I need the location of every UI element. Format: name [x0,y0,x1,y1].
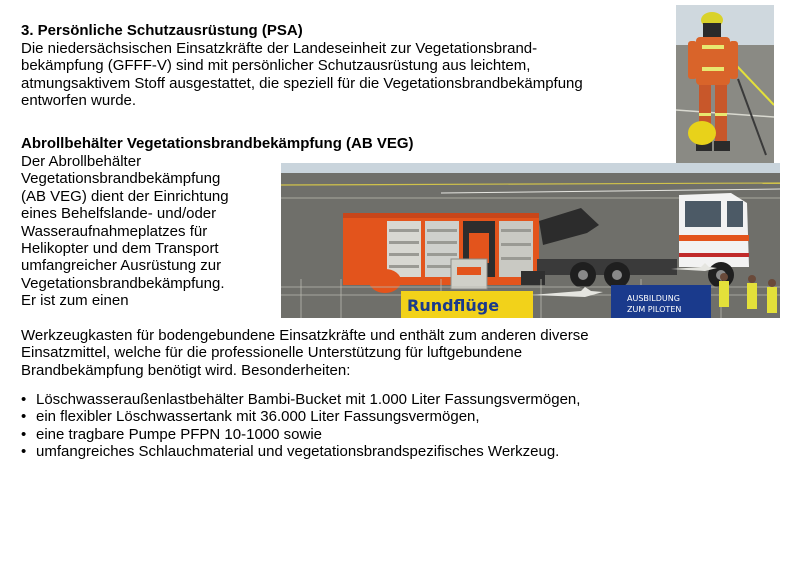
special-features-list [21,391,580,461]
abveg-narrow-line-7: umfangreicher Ausrüstung zur [21,257,222,275]
list-item: • Löschwasseraußenlastbehälter Bambi-Bucket mit 1.000 Liter Fassungsvermögen, [21,391,580,408]
abveg-narrow-line-4: eines Behelfslande- und/oder [21,205,217,223]
banner-rundfluege: Rundflüge [407,296,500,315]
abveg-wide-line-3: Brandbekämpfung benötigt wird. Besonderheiten: [21,361,351,379]
paragraph-ab-veg-wide [21,327,589,379]
list-item: • ein flexibler Löschwassertank mit 36.000 Liter Fassungsvermögen, [21,408,580,425]
abveg-narrow-line-2: Vegetationsbrandbekämpfung [21,170,221,188]
sign-ausbildung: AUSBILDUNG [627,294,680,303]
abveg-narrow-line-9: Er ist zum einen [21,292,129,310]
abveg-narrow-line-6: Helikopter und dem Transport [21,240,219,258]
psa-line-1: Die niedersächsischen Einsatzkräfte der Landeseinheit zur Vegetationsbrand- [21,40,538,57]
firefighter-ppe-photo [676,5,774,163]
psa-line-2: bekämpfung (GFFF-V) sind mit persönlicher Schutzausrüstung aus leichtem, [21,57,531,75]
abveg-narrow-line-5: Wasseraufnahmeplatzes für [21,222,208,240]
sign-zum-piloten: ZUM PILOTEN [627,305,682,314]
heading-ab-veg: Abrollbehälter Vegetationsbrandbekämpfung (AB VEG) [21,135,414,152]
abveg-narrow-line-3: (AB VEG) dient der Einrichtung [21,187,229,205]
paragraph-ab-veg-narrow [21,153,229,310]
abveg-wide-line-1: Werkzeugkasten für bodengebundene Einsatzkräfte und enthält zum anderen diverse [21,327,589,344]
abveg-narrow-line-8: Vegetationsbrandbekämpfung. [21,274,225,292]
abveg-narrow-line-1: Der Abrollbehälter [21,153,142,170]
heading-psa: 3. Persönliche Schutzausrüstung (PSA) [21,22,303,39]
list-item: • umfangreiches Schlauchmaterial und vegetationsbrandspezifisches Werkzeug. [21,443,580,460]
ab-veg-truck-photo [281,163,780,318]
psa-line-4: entworfen wurde. [21,92,137,110]
paragraph-psa [21,40,583,110]
psa-line-3: atmungsaktivem Stoff ausgestattet, die speziell für die Vegetationsbrandbekämpfung [21,74,583,92]
list-item: • eine tragbare Pumpe PFPN 10-1000 sowie [21,426,580,443]
abveg-wide-line-2: Einsatzmittel, welche für die professionelle Unterstützung für luftgebundene [21,344,523,362]
